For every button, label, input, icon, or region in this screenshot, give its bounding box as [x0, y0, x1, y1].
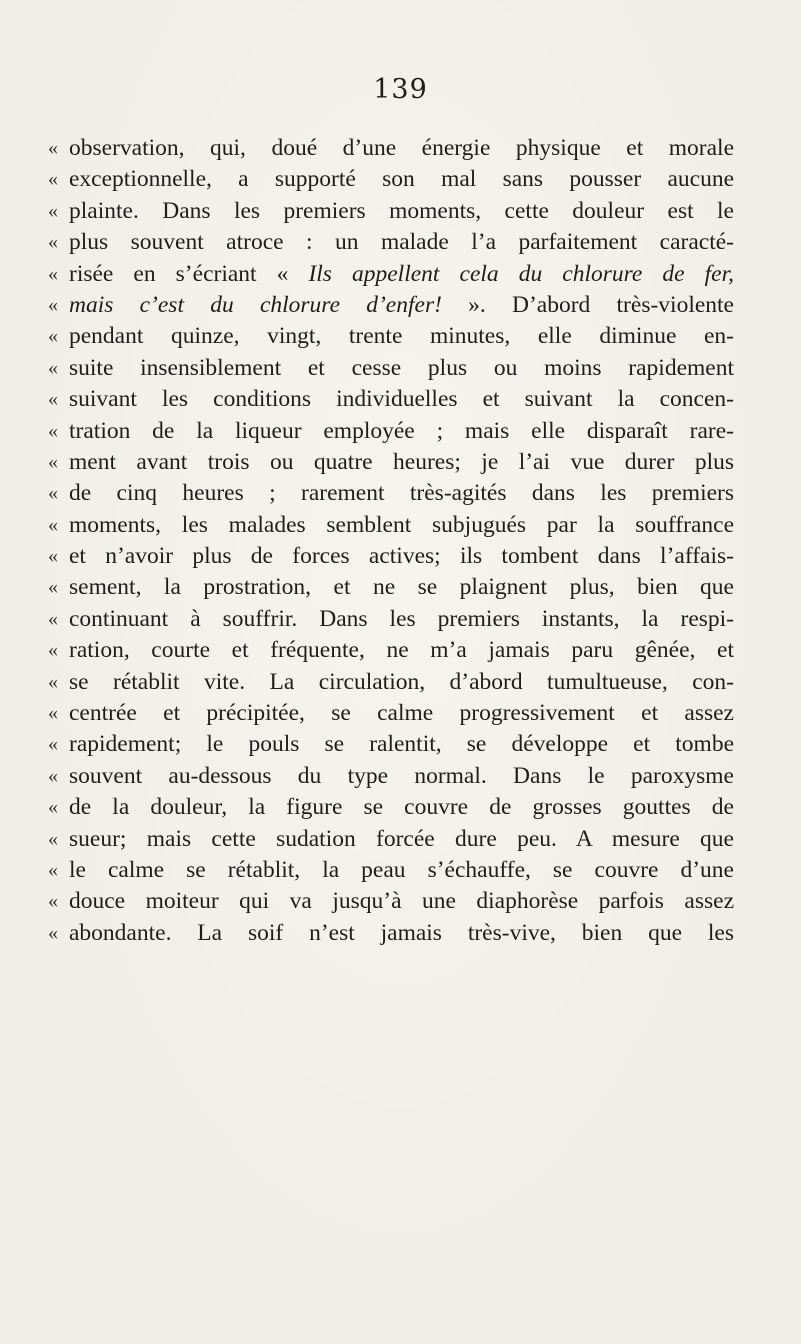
page-number: 139: [373, 74, 428, 105]
line-text: de la douleur, la figure se couvre de grosses gouttes de: [69, 794, 734, 821]
line-text: continuant à souffrir. Dans les premiers instants, la respi-: [69, 605, 734, 632]
text-line: [48, 133, 748, 164]
text-line: [48, 792, 748, 823]
text-line: [48, 541, 748, 572]
line-text: le calme se rétablit, la peau s’échauffe, se couvre d’une: [69, 856, 734, 883]
text-line: [48, 761, 748, 792]
text-line: [48, 447, 748, 478]
quote-mark: «: [48, 796, 58, 819]
quote-mark: «: [48, 764, 58, 787]
text-line: [48, 478, 748, 509]
line-text: et n’avoir plus de forces actives; ils tombent dans l’affais-: [69, 543, 734, 570]
text-line: [48, 259, 748, 290]
text-line: [48, 290, 748, 321]
line-text: tration de la liqueur employée ; mais elle disparaît rare-: [69, 417, 734, 444]
line-text: suite insensiblement et cesse plus ou moins rapidement: [69, 354, 734, 381]
quote-mark: «: [48, 670, 58, 693]
text-line: [48, 353, 748, 384]
text-line: [48, 384, 748, 415]
line-text: de cinq heures ; rarement très-agités dans les premiers: [69, 480, 734, 507]
quote-mark: «: [48, 607, 58, 630]
text-line: [48, 824, 748, 855]
quote-mark: «: [48, 733, 58, 756]
line-text: ration, courte et fréquente, ne m’a jamais paru gênée, et: [69, 637, 734, 664]
text-line: [48, 918, 748, 949]
quote-mark: «: [48, 356, 58, 379]
line-text: rapidement; le pouls se ralentit, se développe et tombe: [69, 731, 734, 758]
text-line: [48, 886, 748, 917]
text-line: [48, 227, 748, 258]
text-line: [48, 604, 748, 635]
body-text: [48, 133, 748, 949]
line-text: plus souvent atroce : un malade l’a parfaitement caracté-: [69, 229, 734, 256]
quote-mark: «: [48, 482, 58, 505]
text-line: [48, 510, 748, 541]
text-line: [48, 635, 748, 666]
text-line: [48, 667, 748, 698]
quote-mark: «: [48, 325, 58, 348]
quote-mark: «: [48, 858, 58, 881]
line-text: douce moiteur qui va jusqu’à une diaphorèse parfois assez: [69, 888, 734, 915]
quote-mark: «: [48, 293, 58, 316]
line-text: plainte. Dans les premiers moments, cette douleur est le: [69, 197, 734, 224]
quote-mark: «: [48, 639, 58, 662]
quote-mark: «: [48, 450, 58, 473]
line-text: exceptionnelle, a supporté son mal sans pousser aucune: [69, 166, 734, 193]
line-text: mais c’est du chlorure d’enfer! ». D’abord très-violente: [69, 291, 734, 318]
line-text: suivant les conditions individuelles et suivant la concen-: [69, 386, 734, 413]
text-line: [48, 196, 748, 227]
text-line: [48, 164, 748, 195]
line-text: pendant quinze, vingt, trente minutes, elle diminue en-: [69, 323, 734, 350]
quote-mark: «: [48, 513, 58, 536]
text-line: [48, 416, 748, 447]
quote-mark: «: [48, 921, 58, 944]
line-text: abondante. La soif n’est jamais très-vive, bien que les: [69, 919, 734, 946]
text-line: [48, 572, 748, 603]
line-text: observation, qui, doué d’une énergie physique et morale: [69, 135, 734, 161]
quote-mark: «: [48, 419, 58, 442]
quote-mark: «: [48, 231, 58, 254]
quote-mark: «: [48, 702, 58, 725]
line-text: risée en s’écriant « Ils appellent cela du chlorure de fer,: [69, 260, 735, 287]
text-line: [48, 855, 748, 886]
quote-mark: «: [48, 576, 58, 599]
line-text: sement, la prostration, et ne se plaignent plus, bien que: [69, 574, 734, 601]
line-text: moments, les malades semblent subjugués par la souffrance: [69, 511, 734, 538]
quote-mark: «: [48, 890, 58, 913]
text-line: [48, 698, 748, 729]
quote-mark: «: [48, 168, 58, 191]
line-text: se rétablit vite. La circulation, d’abord tumultueuse, con-: [69, 668, 734, 695]
quote-mark: «: [48, 827, 58, 850]
quote-mark: «: [48, 545, 58, 568]
line-text: centrée et précipitée, se calme progressivement et assez: [69, 700, 734, 727]
line-text: sueur; mais cette sudation forcée dure peu. A mesure que: [69, 825, 734, 852]
text-line: [48, 729, 748, 760]
quote-mark: «: [48, 137, 58, 159]
quote-mark: «: [48, 388, 58, 411]
text-line: [48, 321, 748, 352]
quote-mark: «: [48, 199, 58, 222]
line-text: souvent au-dessous du type normal. Dans le paroxysme: [69, 762, 734, 789]
line-text: ment avant trois ou quatre heures; je l’ai vue durer plus: [69, 448, 734, 475]
quote-mark: «: [48, 262, 58, 285]
